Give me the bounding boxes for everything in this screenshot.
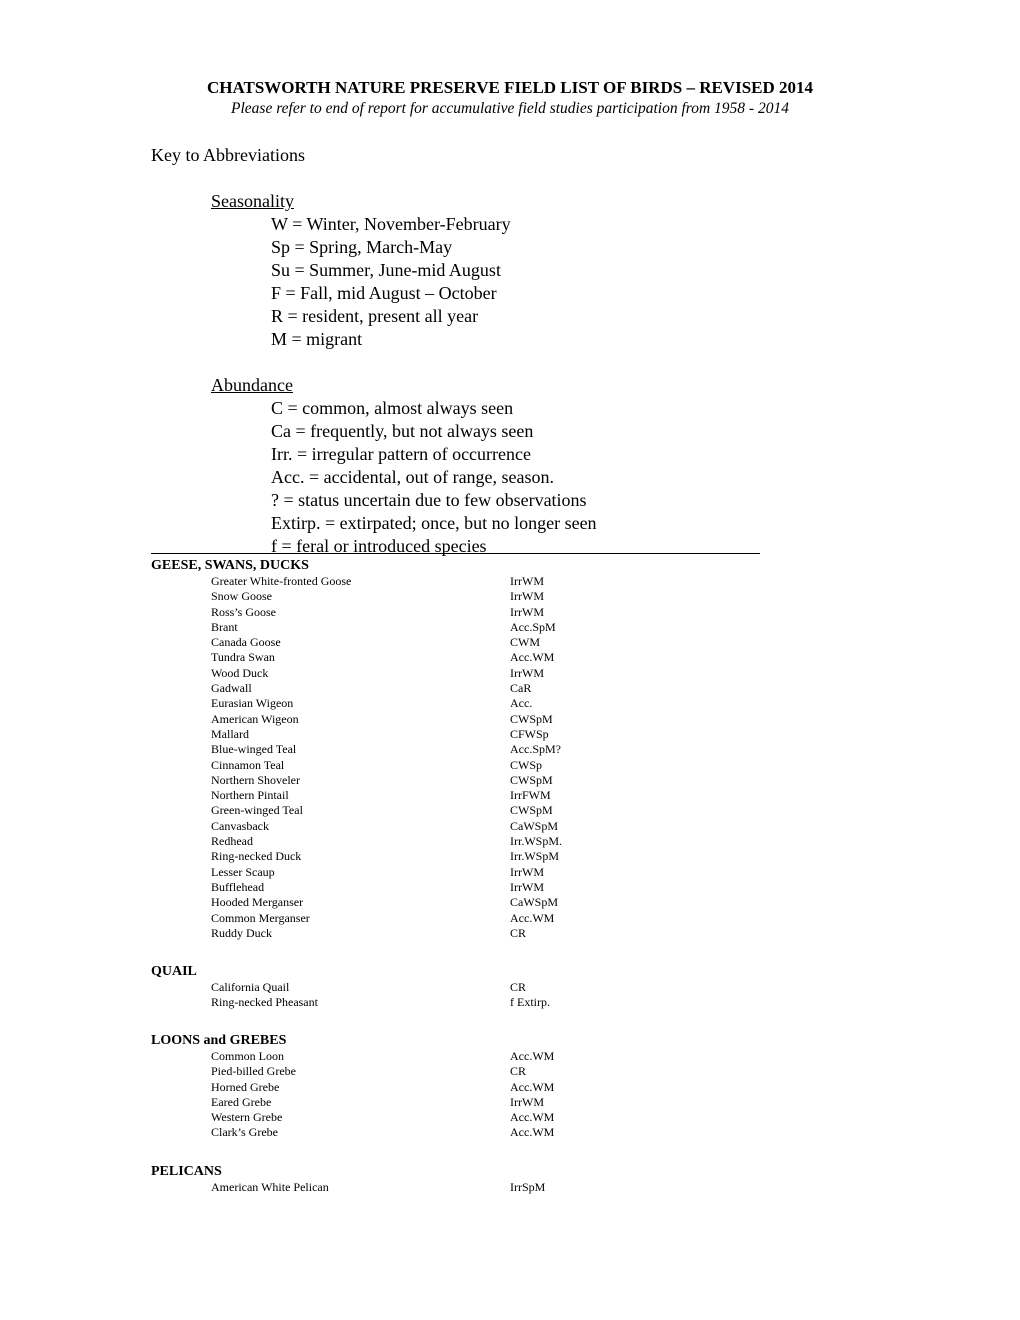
bird-row xyxy=(151,712,851,727)
bird-row xyxy=(151,911,851,926)
bird-status-code: IrrFWM xyxy=(510,788,551,803)
bird-name: Western Grebe xyxy=(211,1110,283,1125)
bird-status-code: IrrWM xyxy=(510,864,544,879)
bird-name: Lesser Scaup xyxy=(211,864,275,879)
bird-row xyxy=(151,1110,851,1125)
bird-status-code: IrrWM xyxy=(510,879,544,894)
bird-row xyxy=(151,995,851,1010)
key-heading: Key to Abbreviations xyxy=(151,145,305,165)
bird-status-code: IrrWM xyxy=(510,604,544,619)
bird-status-code: Acc.SpM xyxy=(510,619,556,634)
bird-name: California Quail xyxy=(211,980,290,994)
seasonality-item: M = migrant xyxy=(271,329,363,349)
bird-status-code: Acc.WM xyxy=(510,1079,555,1094)
abundance-item: ? = status uncertain due to few observations xyxy=(271,490,587,510)
abundance-item: C = common, almost always seen xyxy=(271,398,514,418)
seasonality-item: F = Fall, mid August – October xyxy=(271,283,497,303)
bird-row xyxy=(151,803,851,818)
bird-name: Ring-necked Duck xyxy=(211,849,302,864)
seasonality-item: W = Winter, November-February xyxy=(271,214,511,234)
bird-name: American Wigeon xyxy=(211,711,299,726)
bird-status-code: CR xyxy=(510,1064,527,1079)
abundance-item: Extirp. = extirpated; once, but no longer seen xyxy=(271,513,597,533)
bird-row xyxy=(151,1064,851,1079)
bird-row xyxy=(151,788,851,803)
bird-row xyxy=(151,773,851,788)
abundance-list xyxy=(271,397,597,535)
bird-name: Bufflehead xyxy=(211,879,265,894)
bird-name: Common Merganser xyxy=(211,910,310,925)
bird-status-code: Acc.WM xyxy=(510,1049,555,1063)
bird-name: Brant xyxy=(211,619,238,634)
bird-status-code: Acc. xyxy=(510,696,533,711)
bird-row xyxy=(151,980,851,995)
bird-status-code: CR xyxy=(510,925,527,940)
seasonality-item: R = resident, present all year xyxy=(271,306,479,326)
bird-row xyxy=(151,819,851,834)
bird-name: Canvasback xyxy=(211,818,269,833)
bird-row xyxy=(151,849,851,864)
bird-status-code: CWSpM xyxy=(510,772,553,787)
bird-row xyxy=(151,880,851,895)
seasonality-item: Sp = Spring, March-May xyxy=(271,237,453,257)
bird-status-code: CWSpM xyxy=(510,711,553,726)
bird-name: Ross’s Goose xyxy=(211,604,277,619)
bird-name: Wood Duck xyxy=(211,665,269,680)
bird-name: Eared Grebe xyxy=(211,1094,272,1109)
section-quail xyxy=(151,964,851,1011)
bird-row xyxy=(151,758,851,773)
bird-status-code: CWSpM xyxy=(510,803,553,818)
bird-row xyxy=(151,650,851,665)
abundance-item: Irr. = irregular pattern of occurrence xyxy=(271,444,532,464)
bird-status-code: CaWSpM xyxy=(510,818,558,833)
bird-name: Ring-necked Pheasant xyxy=(211,995,318,1010)
bird-status-code: Irr.WSpM. xyxy=(510,834,562,849)
bird-name: Redhead xyxy=(211,834,253,849)
bird-name: Clark’s Grebe xyxy=(211,1125,278,1140)
bird-name: Horned Grebe xyxy=(211,1079,280,1094)
bird-row xyxy=(151,635,851,650)
bird-row xyxy=(151,865,851,880)
bird-name: Canada Goose xyxy=(211,635,281,650)
bird-row xyxy=(151,742,851,757)
bird-list xyxy=(151,1180,851,1195)
section-title: LOONS and GREBES xyxy=(151,1033,287,1048)
bird-status-code: CWSp xyxy=(510,757,543,772)
bird-status-code: Acc.WM xyxy=(510,650,555,665)
bird-status-code: CR xyxy=(510,980,527,994)
bird-status-code: CWM xyxy=(510,635,540,650)
section-title: PELICANS xyxy=(151,1164,222,1179)
bird-status-code: IrrSpM xyxy=(510,1180,546,1194)
bird-name: Mallard xyxy=(211,726,249,741)
bird-list xyxy=(151,1049,851,1141)
bird-row xyxy=(151,895,851,910)
bird-row xyxy=(151,1080,851,1095)
bird-status-code: IrrWM xyxy=(510,1094,544,1109)
bird-name: Ruddy Duck xyxy=(211,925,272,940)
bird-status-code: CFWSp xyxy=(510,726,549,741)
bird-name: Greater White-fronted Goose xyxy=(211,574,352,588)
bird-list xyxy=(151,980,851,1011)
bird-name: Green-winged Teal xyxy=(211,803,303,818)
bird-status-code: f Extirp. xyxy=(510,995,550,1010)
document-title: CHATSWORTH NATURE PRESERVE FIELD LIST OF BIRDS – REVISED 2014 xyxy=(206,78,814,97)
bird-row xyxy=(151,926,851,941)
section-pelicans xyxy=(151,1164,851,1195)
bird-name: Gadwall xyxy=(211,681,252,696)
document-subtitle: Please refer to end of report for accumulative field studies participation from 1958 - 2014 xyxy=(231,100,789,117)
section-geese-swans-ducks xyxy=(151,558,851,941)
bird-name: Common Loon xyxy=(211,1049,285,1063)
bird-name: Eurasian Wigeon xyxy=(211,696,294,711)
bird-status-code: Acc.WM xyxy=(510,1125,555,1140)
bird-row xyxy=(151,666,851,681)
bird-status-code: IrrWM xyxy=(510,589,544,604)
bird-status-code: IrrWM xyxy=(510,665,544,680)
feral-key-line xyxy=(151,536,760,557)
bird-status-code: Acc.WM xyxy=(510,1110,555,1125)
bird-row xyxy=(151,605,851,620)
bird-status-code: IrrWM xyxy=(510,574,544,588)
abundance-item: Ca = frequently, but not always seen xyxy=(271,421,534,441)
seasonality-heading: Seasonality xyxy=(211,191,294,211)
bird-status-code: Acc.SpM? xyxy=(510,742,561,757)
bird-status-code: Irr.WSpM xyxy=(510,849,559,864)
bird-row xyxy=(151,589,851,604)
bird-name: Hooded Merganser xyxy=(211,895,304,910)
bird-name: Northern Pintail xyxy=(211,788,289,803)
bird-name: Snow Goose xyxy=(211,589,273,604)
bird-row xyxy=(151,681,851,696)
bird-row xyxy=(151,834,851,849)
bird-row xyxy=(151,1180,851,1195)
bird-row xyxy=(151,620,851,635)
feral-key-item: f = feral or introduced species xyxy=(271,536,487,556)
bird-name: Cinnamon Teal xyxy=(211,757,285,772)
section-loons-grebes xyxy=(151,1033,851,1141)
bird-status-code: CaR xyxy=(510,681,532,696)
section-title: GEESE, SWANS, DUCKS xyxy=(151,558,309,573)
bird-row xyxy=(151,1049,851,1064)
abundance-item: Acc. = accidental, out of range, season. xyxy=(271,467,555,487)
bird-status-code: CaWSpM xyxy=(510,895,558,910)
bird-name: Northern Shoveler xyxy=(211,772,300,787)
bird-row xyxy=(151,1125,851,1140)
bird-row xyxy=(151,1095,851,1110)
bird-list xyxy=(151,574,851,941)
bird-name: Blue-winged Teal xyxy=(211,742,297,757)
bird-row xyxy=(151,574,851,589)
section-title: QUAIL xyxy=(151,964,197,979)
bird-row xyxy=(151,696,851,711)
bird-row xyxy=(151,727,851,742)
seasonality-item: Su = Summer, June-mid August xyxy=(271,260,501,280)
seasonality-list xyxy=(271,213,511,351)
bird-name: American White Pelican xyxy=(211,1180,329,1194)
bird-status-code: Acc.WM xyxy=(510,910,555,925)
abundance-heading: Abundance xyxy=(211,375,293,395)
bird-name: Pied-billed Grebe xyxy=(211,1064,296,1079)
bird-name: Tundra Swan xyxy=(211,650,275,665)
